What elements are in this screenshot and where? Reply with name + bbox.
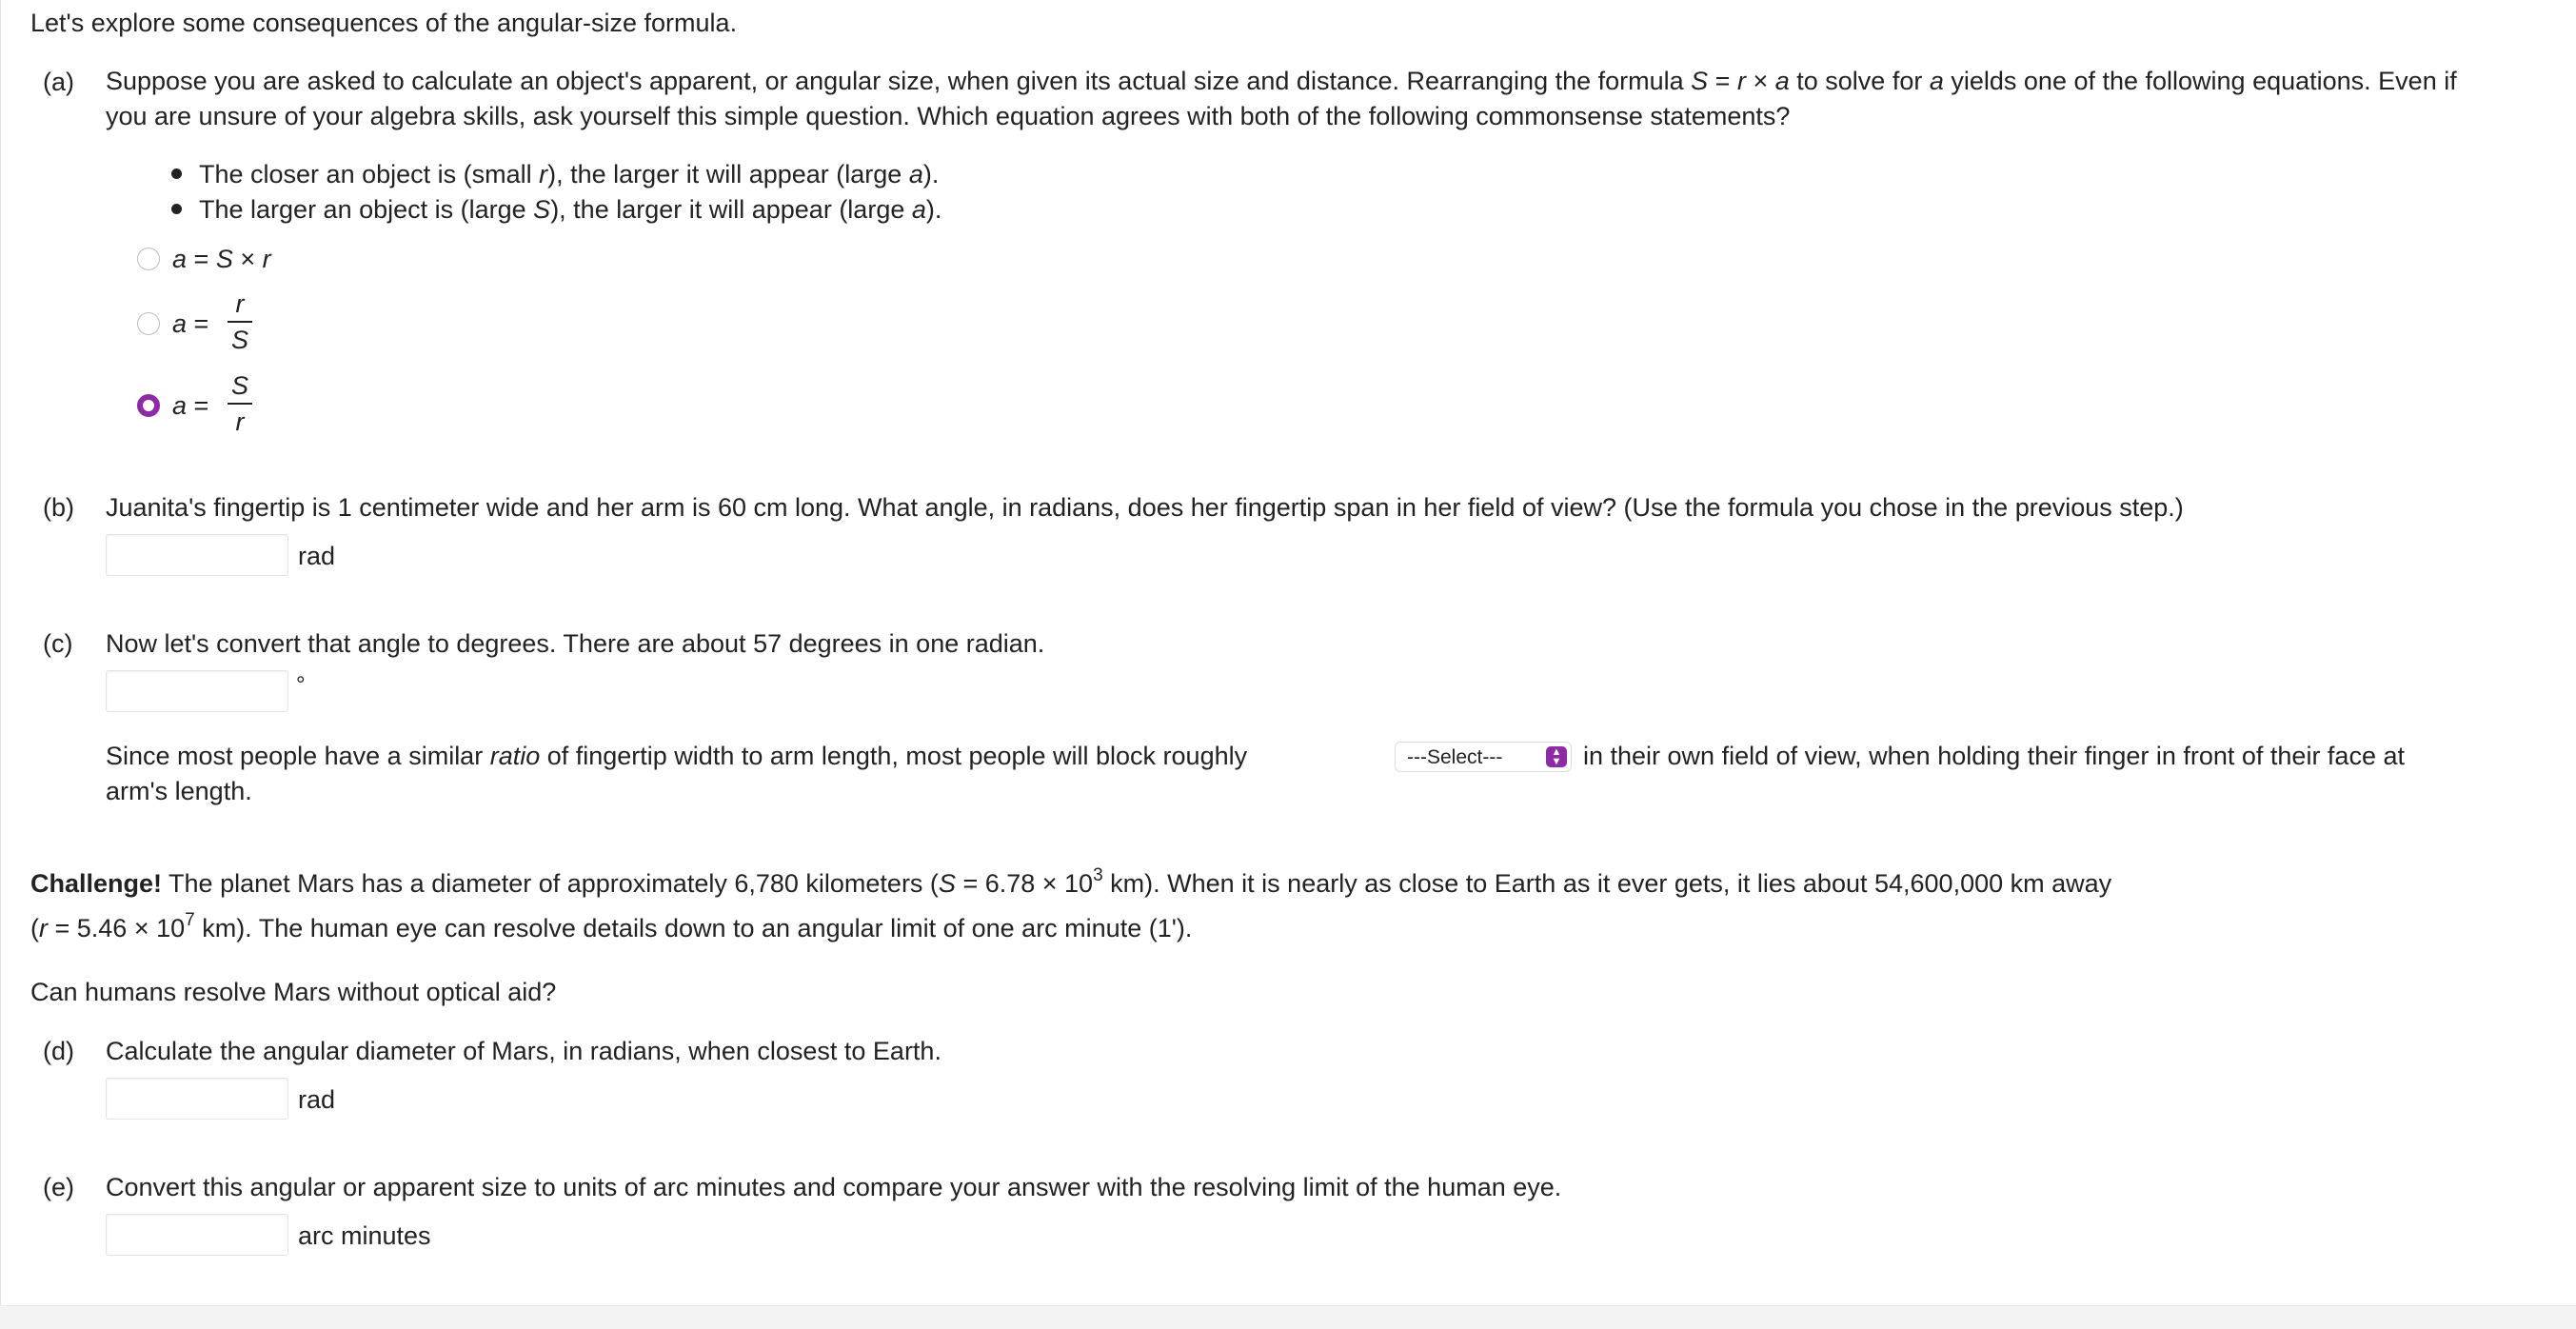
part-a-letter: (a) — [43, 68, 74, 96]
challenge-line-1: Challenge! The planet Mars has a diameter of approximately 6,780 kilometers ($S = 6.78 \times 10^3$ km). When it is nearly as close to Earth as it ever gets, it lies about 54,600,000 km away — [30, 865, 2112, 898]
part-b-question: Juanita's fingertip is 1 centimeter wide and her arm is 60 cm long. What angle, in radians, does her fingertip span in her field of view? (Use the formula you chose in the previous step.) — [106, 493, 2184, 522]
intro-text: Let's explore some consequences of the angular-size formula. — [30, 9, 738, 37]
part-d-letter: (d) — [43, 1037, 74, 1065]
option-1-radio[interactable] — [137, 248, 160, 270]
part-a-question: Suppose you are asked to calculate an object's apparent, or angular size, when given its actual size and distance. Rearranging the formula S = r × a to solve for a yields one of the following equations. Even if you are unsure of your algebra skills, ask yourself this simple question. Which equation agrees with both of the following commonsense statements? — [106, 67, 2457, 130]
part-d-answer-input[interactable] — [106, 1078, 288, 1120]
option-1-label[interactable]: a = S × r — [172, 245, 271, 273]
option-3-fraction — [226, 369, 254, 438]
part-c-sentence-continued: arm's length. — [106, 777, 252, 805]
part-c-answer-input[interactable] — [106, 670, 288, 712]
formula-var-s: S — [1691, 67, 1709, 95]
left-border — [0, 0, 1, 1329]
part-d-question: Calculate the angular diameter of Mars, in radians, when closest to Earth. — [106, 1037, 941, 1065]
part-e-answer-input[interactable] — [106, 1214, 288, 1256]
part-d-unit: rad — [298, 1085, 336, 1114]
option-3-denominator: r — [235, 407, 245, 436]
option-2-radio[interactable] — [137, 312, 160, 335]
option-3-numerator: S — [230, 371, 248, 400]
part-c-sentence: Since most people have a similar ratio of fingertip width to arm length, most people will block roughly — [106, 742, 1248, 770]
part-c-question: Now let's convert that angle to degrees. There are about 57 degrees in one radian. — [106, 629, 1045, 658]
chevron-updown-icon: ▲ ▼ — [1546, 746, 1567, 767]
part-b-unit: rad — [298, 542, 336, 570]
formula-var-a: a — [1774, 67, 1790, 95]
challenge-line-2: ($r = 5.46 \times 10^7$ km). The human eye can resolve details down to an angular limit of one arc minute (1'). — [30, 910, 1193, 942]
part-c-sentence-end: in their own field of view, when holding their finger in front of their face at — [1583, 742, 2405, 770]
bullet-statement-2: The larger an object is (large S), the larger it will appear (large a). — [199, 195, 942, 224]
bullet-statement-1: The closer an object is (small r), the larger it will appear (large a). — [199, 160, 940, 188]
fraction-bar — [228, 403, 252, 405]
part-e-question: Convert this angular or apparent size to units of arc minutes and compare your answer with the resolving limit of the human eye. — [106, 1173, 1562, 1201]
part-c-unit: ° — [296, 672, 306, 698]
solve-var: a — [1929, 67, 1944, 95]
part-e-unit: arc minutes — [298, 1221, 431, 1250]
formula-var-r: r — [1736, 67, 1746, 95]
challenge-label: Challenge! — [30, 869, 163, 898]
option-2-denominator: S — [230, 326, 248, 354]
part-b-answer-input[interactable] — [106, 534, 288, 576]
select-label: ---Select--- — [1407, 746, 1503, 768]
fraction-bar — [228, 321, 252, 323]
bullet-icon — [171, 169, 182, 179]
part-e-letter: (e) — [43, 1173, 74, 1201]
bottom-bar — [0, 1305, 2576, 1329]
bullet-icon — [171, 204, 182, 214]
roughly-select-dropdown[interactable] — [1395, 742, 1572, 772]
option-2-label[interactable]: a = — [172, 309, 209, 338]
option-3-label[interactable]: a = — [172, 391, 209, 420]
part-b-letter: (b) — [43, 493, 74, 522]
part-c-letter: (c) — [43, 629, 73, 658]
mars-question: Can humans resolve Mars without optical aid? — [30, 978, 557, 1006]
option-3-radio[interactable] — [137, 394, 160, 417]
ratio-emphasis: ratio — [489, 742, 541, 770]
option-2-numerator: r — [235, 289, 245, 318]
option-2-fraction — [226, 288, 254, 356]
